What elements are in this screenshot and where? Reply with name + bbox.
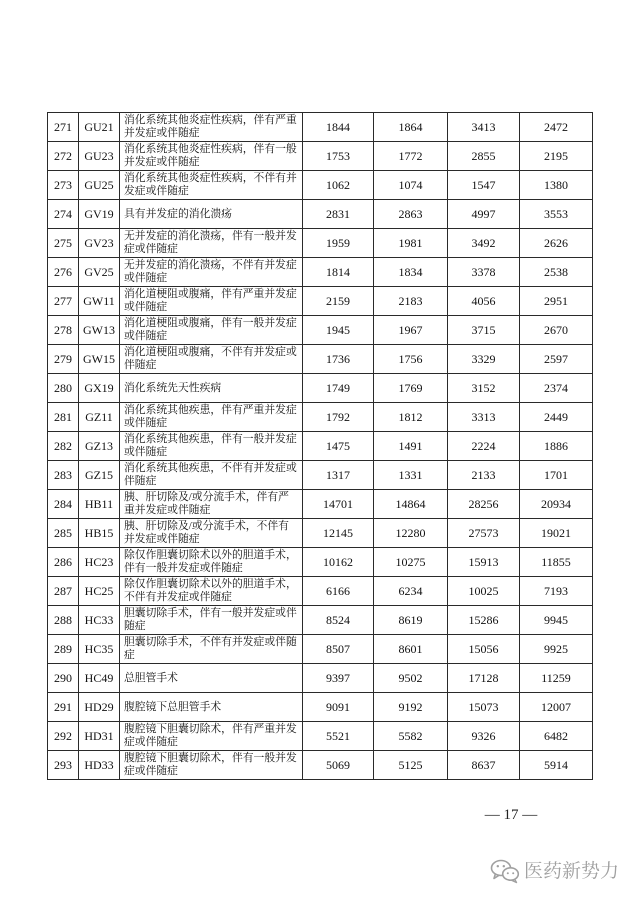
drg-code: GZ15 bbox=[79, 461, 120, 490]
table-row bbox=[48, 606, 593, 635]
value-cell-3: 2224 bbox=[448, 432, 520, 461]
table-row bbox=[48, 490, 593, 519]
value-cell-2: 2863 bbox=[374, 200, 448, 229]
value-cell-3: 3492 bbox=[448, 229, 520, 258]
value-cell-2: 6234 bbox=[374, 577, 448, 606]
watermark-text: 医药新势力 bbox=[524, 860, 620, 882]
row-number: 281 bbox=[48, 403, 79, 432]
row-number: 289 bbox=[48, 635, 79, 664]
drg-code: GW15 bbox=[79, 345, 120, 374]
value-cell-3: 3378 bbox=[448, 258, 520, 287]
page-number: — 17 — bbox=[484, 807, 538, 823]
table-body bbox=[48, 113, 593, 780]
drg-name: 消化道梗阻或腹痛，不伴有并发症或伴随症 bbox=[120, 345, 303, 374]
drg-name: 消化系统其他疾患，不伴有并发症或伴随症 bbox=[120, 461, 303, 490]
row-number: 279 bbox=[48, 345, 79, 374]
drg-code: GX19 bbox=[79, 374, 120, 403]
value-cell-4: 7193 bbox=[520, 577, 593, 606]
value-cell-3: 17128 bbox=[448, 664, 520, 693]
value-cell-4: 3553 bbox=[520, 200, 593, 229]
drg-name: 腹腔镜下胆囊切除术，伴有一般并发症或伴随症 bbox=[120, 751, 303, 780]
value-cell-1: 12145 bbox=[303, 519, 374, 548]
value-cell-1: 5069 bbox=[303, 751, 374, 780]
drg-table bbox=[47, 112, 593, 780]
table-row bbox=[48, 722, 593, 751]
value-cell-4: 5914 bbox=[520, 751, 593, 780]
value-cell-2: 1074 bbox=[374, 171, 448, 200]
value-cell-1: 14701 bbox=[303, 490, 374, 519]
row-number: 287 bbox=[48, 577, 79, 606]
drg-code: GV25 bbox=[79, 258, 120, 287]
row-number: 283 bbox=[48, 461, 79, 490]
table-row bbox=[48, 461, 593, 490]
drg-code: HC49 bbox=[79, 664, 120, 693]
table-row bbox=[48, 664, 593, 693]
value-cell-1: 1749 bbox=[303, 374, 374, 403]
table-row bbox=[48, 258, 593, 287]
row-number: 275 bbox=[48, 229, 79, 258]
value-cell-3: 28256 bbox=[448, 490, 520, 519]
drg-code: HC35 bbox=[79, 635, 120, 664]
row-number: 285 bbox=[48, 519, 79, 548]
value-cell-2: 5582 bbox=[374, 722, 448, 751]
row-number: 280 bbox=[48, 374, 79, 403]
drg-code: GU25 bbox=[79, 171, 120, 200]
value-cell-3: 27573 bbox=[448, 519, 520, 548]
drg-code: GU23 bbox=[79, 142, 120, 171]
value-cell-1: 1945 bbox=[303, 316, 374, 345]
value-cell-2: 1772 bbox=[374, 142, 448, 171]
value-cell-3: 4997 bbox=[448, 200, 520, 229]
drg-code: HB11 bbox=[79, 490, 120, 519]
value-cell-4: 11259 bbox=[520, 664, 593, 693]
value-cell-3: 8637 bbox=[448, 751, 520, 780]
drg-name: 具有并发症的消化溃疡 bbox=[120, 200, 303, 229]
value-cell-1: 1844 bbox=[303, 113, 374, 142]
drg-code: HC33 bbox=[79, 606, 120, 635]
drg-code: HD31 bbox=[79, 722, 120, 751]
table-row bbox=[48, 113, 593, 142]
value-cell-2: 1769 bbox=[374, 374, 448, 403]
value-cell-3: 3715 bbox=[448, 316, 520, 345]
drg-code: GU21 bbox=[79, 113, 120, 142]
value-cell-2: 1756 bbox=[374, 345, 448, 374]
value-cell-1: 2159 bbox=[303, 287, 374, 316]
value-cell-2: 2183 bbox=[374, 287, 448, 316]
drg-name: 胰、肝切除及/或分流手术，不伴有并发症或伴随症 bbox=[120, 519, 303, 548]
row-number: 272 bbox=[48, 142, 79, 171]
table-row bbox=[48, 229, 593, 258]
value-cell-2: 1331 bbox=[374, 461, 448, 490]
drg-name: 消化道梗阻或腹痛，伴有严重并发症或伴随症 bbox=[120, 287, 303, 316]
value-cell-2: 1812 bbox=[374, 403, 448, 432]
watermark bbox=[490, 857, 619, 885]
value-cell-2: 8601 bbox=[374, 635, 448, 664]
value-cell-4: 12007 bbox=[520, 693, 593, 722]
value-cell-1: 1753 bbox=[303, 142, 374, 171]
row-number: 271 bbox=[48, 113, 79, 142]
drg-name: 消化道梗阻或腹痛，伴有一般并发症或伴随症 bbox=[120, 316, 303, 345]
row-number: 276 bbox=[48, 258, 79, 287]
drg-name: 消化系统其他疾患，伴有一般并发症或伴随症 bbox=[120, 432, 303, 461]
value-cell-1: 1814 bbox=[303, 258, 374, 287]
table-row bbox=[48, 577, 593, 606]
table-row bbox=[48, 693, 593, 722]
row-number: 274 bbox=[48, 200, 79, 229]
value-cell-2: 5125 bbox=[374, 751, 448, 780]
value-cell-1: 1736 bbox=[303, 345, 374, 374]
drg-name: 胆囊切除手术，伴有一般并发症或伴随症 bbox=[120, 606, 303, 635]
drg-code: GW13 bbox=[79, 316, 120, 345]
value-cell-1: 1062 bbox=[303, 171, 374, 200]
value-cell-2: 9192 bbox=[374, 693, 448, 722]
value-cell-3: 15073 bbox=[448, 693, 520, 722]
row-number: 291 bbox=[48, 693, 79, 722]
drg-name: 消化系统其他炎症性疾病，伴有一般并发症或伴随症 bbox=[120, 142, 303, 171]
value-cell-2: 1981 bbox=[374, 229, 448, 258]
table-row bbox=[48, 548, 593, 577]
drg-name: 腹腔镜下胆囊切除术，伴有严重并发症或伴随症 bbox=[120, 722, 303, 751]
row-number: 288 bbox=[48, 606, 79, 635]
table-row bbox=[48, 200, 593, 229]
value-cell-1: 8524 bbox=[303, 606, 374, 635]
wechat-icon bbox=[490, 858, 520, 884]
value-cell-3: 15913 bbox=[448, 548, 520, 577]
value-cell-3: 2133 bbox=[448, 461, 520, 490]
row-number: 277 bbox=[48, 287, 79, 316]
value-cell-2: 14864 bbox=[374, 490, 448, 519]
value-cell-2: 1834 bbox=[374, 258, 448, 287]
drg-name: 除仅作胆囊切除术以外的胆道手术，伴有一般并发症或伴随症 bbox=[120, 548, 303, 577]
value-cell-2: 1491 bbox=[374, 432, 448, 461]
row-number: 292 bbox=[48, 722, 79, 751]
value-cell-1: 9397 bbox=[303, 664, 374, 693]
drg-code: GZ11 bbox=[79, 403, 120, 432]
value-cell-2: 10275 bbox=[374, 548, 448, 577]
value-cell-3: 3313 bbox=[448, 403, 520, 432]
row-number: 290 bbox=[48, 664, 79, 693]
drg-name: 消化系统其他炎症性疾病，伴有严重并发症或伴随症 bbox=[120, 113, 303, 142]
row-number: 273 bbox=[48, 171, 79, 200]
value-cell-4: 6482 bbox=[520, 722, 593, 751]
row-number: 278 bbox=[48, 316, 79, 345]
value-cell-4: 2597 bbox=[520, 345, 593, 374]
table-row bbox=[48, 142, 593, 171]
value-cell-4: 11855 bbox=[520, 548, 593, 577]
row-number: 282 bbox=[48, 432, 79, 461]
value-cell-4: 2472 bbox=[520, 113, 593, 142]
value-cell-3: 15286 bbox=[448, 606, 520, 635]
table-row bbox=[48, 171, 593, 200]
drg-code: HB15 bbox=[79, 519, 120, 548]
value-cell-4: 1886 bbox=[520, 432, 593, 461]
drg-code: GZ13 bbox=[79, 432, 120, 461]
value-cell-2: 12280 bbox=[374, 519, 448, 548]
drg-name: 胆囊切除手术，不伴有并发症或伴随症 bbox=[120, 635, 303, 664]
value-cell-4: 2626 bbox=[520, 229, 593, 258]
value-cell-3: 3329 bbox=[448, 345, 520, 374]
row-number: 284 bbox=[48, 490, 79, 519]
drg-name: 胰、肝切除及/或分流手术，伴有严重并发症或伴随症 bbox=[120, 490, 303, 519]
value-cell-3: 1547 bbox=[448, 171, 520, 200]
value-cell-1: 6166 bbox=[303, 577, 374, 606]
value-cell-2: 9502 bbox=[374, 664, 448, 693]
drg-name: 总胆管手术 bbox=[120, 664, 303, 693]
drg-name: 消化系统其他炎症性疾病，不伴有并发症或伴随症 bbox=[120, 171, 303, 200]
value-cell-4: 1380 bbox=[520, 171, 593, 200]
value-cell-1: 8507 bbox=[303, 635, 374, 664]
drg-name: 腹腔镜下总胆管手术 bbox=[120, 693, 303, 722]
value-cell-2: 1967 bbox=[374, 316, 448, 345]
value-cell-1: 1317 bbox=[303, 461, 374, 490]
value-cell-2: 8619 bbox=[374, 606, 448, 635]
value-cell-1: 1475 bbox=[303, 432, 374, 461]
drg-name: 消化系统先天性疾病 bbox=[120, 374, 303, 403]
value-cell-3: 10025 bbox=[448, 577, 520, 606]
value-cell-4: 2538 bbox=[520, 258, 593, 287]
value-cell-4: 20934 bbox=[520, 490, 593, 519]
value-cell-4: 9925 bbox=[520, 635, 593, 664]
drg-name: 无并发症的消化溃疡，伴有一般并发症或伴随症 bbox=[120, 229, 303, 258]
value-cell-4: 2449 bbox=[520, 403, 593, 432]
value-cell-4: 9945 bbox=[520, 606, 593, 635]
table-row bbox=[48, 287, 593, 316]
value-cell-3: 4056 bbox=[448, 287, 520, 316]
value-cell-2: 1864 bbox=[374, 113, 448, 142]
table-row bbox=[48, 316, 593, 345]
value-cell-4: 1701 bbox=[520, 461, 593, 490]
value-cell-1: 9091 bbox=[303, 693, 374, 722]
value-cell-1: 10162 bbox=[303, 548, 374, 577]
value-cell-3: 15056 bbox=[448, 635, 520, 664]
table-row bbox=[48, 345, 593, 374]
value-cell-4: 2670 bbox=[520, 316, 593, 345]
drg-name: 无并发症的消化溃疡，不伴有并发症或伴随症 bbox=[120, 258, 303, 287]
value-cell-1: 1792 bbox=[303, 403, 374, 432]
table-row bbox=[48, 432, 593, 461]
value-cell-3: 9326 bbox=[448, 722, 520, 751]
table-row bbox=[48, 635, 593, 664]
table-row bbox=[48, 751, 593, 780]
drg-code: HD33 bbox=[79, 751, 120, 780]
drg-code: HC23 bbox=[79, 548, 120, 577]
value-cell-4: 2374 bbox=[520, 374, 593, 403]
drg-name: 除仅作胆囊切除术以外的胆道手术，不伴有并发症或伴随症 bbox=[120, 577, 303, 606]
table-row bbox=[48, 519, 593, 548]
drg-code: HD29 bbox=[79, 693, 120, 722]
value-cell-4: 2195 bbox=[520, 142, 593, 171]
value-cell-3: 2855 bbox=[448, 142, 520, 171]
drg-code: GW11 bbox=[79, 287, 120, 316]
value-cell-1: 1959 bbox=[303, 229, 374, 258]
value-cell-4: 19021 bbox=[520, 519, 593, 548]
value-cell-3: 3413 bbox=[448, 113, 520, 142]
value-cell-1: 2831 bbox=[303, 200, 374, 229]
row-number: 286 bbox=[48, 548, 79, 577]
table-row bbox=[48, 374, 593, 403]
drg-code: HC25 bbox=[79, 577, 120, 606]
table-row bbox=[48, 403, 593, 432]
drg-code: GV19 bbox=[79, 200, 120, 229]
value-cell-3: 3152 bbox=[448, 374, 520, 403]
drg-name: 消化系统其他疾患，伴有严重并发症或伴随症 bbox=[120, 403, 303, 432]
row-number: 293 bbox=[48, 751, 79, 780]
value-cell-1: 5521 bbox=[303, 722, 374, 751]
drg-code: GV23 bbox=[79, 229, 120, 258]
value-cell-4: 2951 bbox=[520, 287, 593, 316]
